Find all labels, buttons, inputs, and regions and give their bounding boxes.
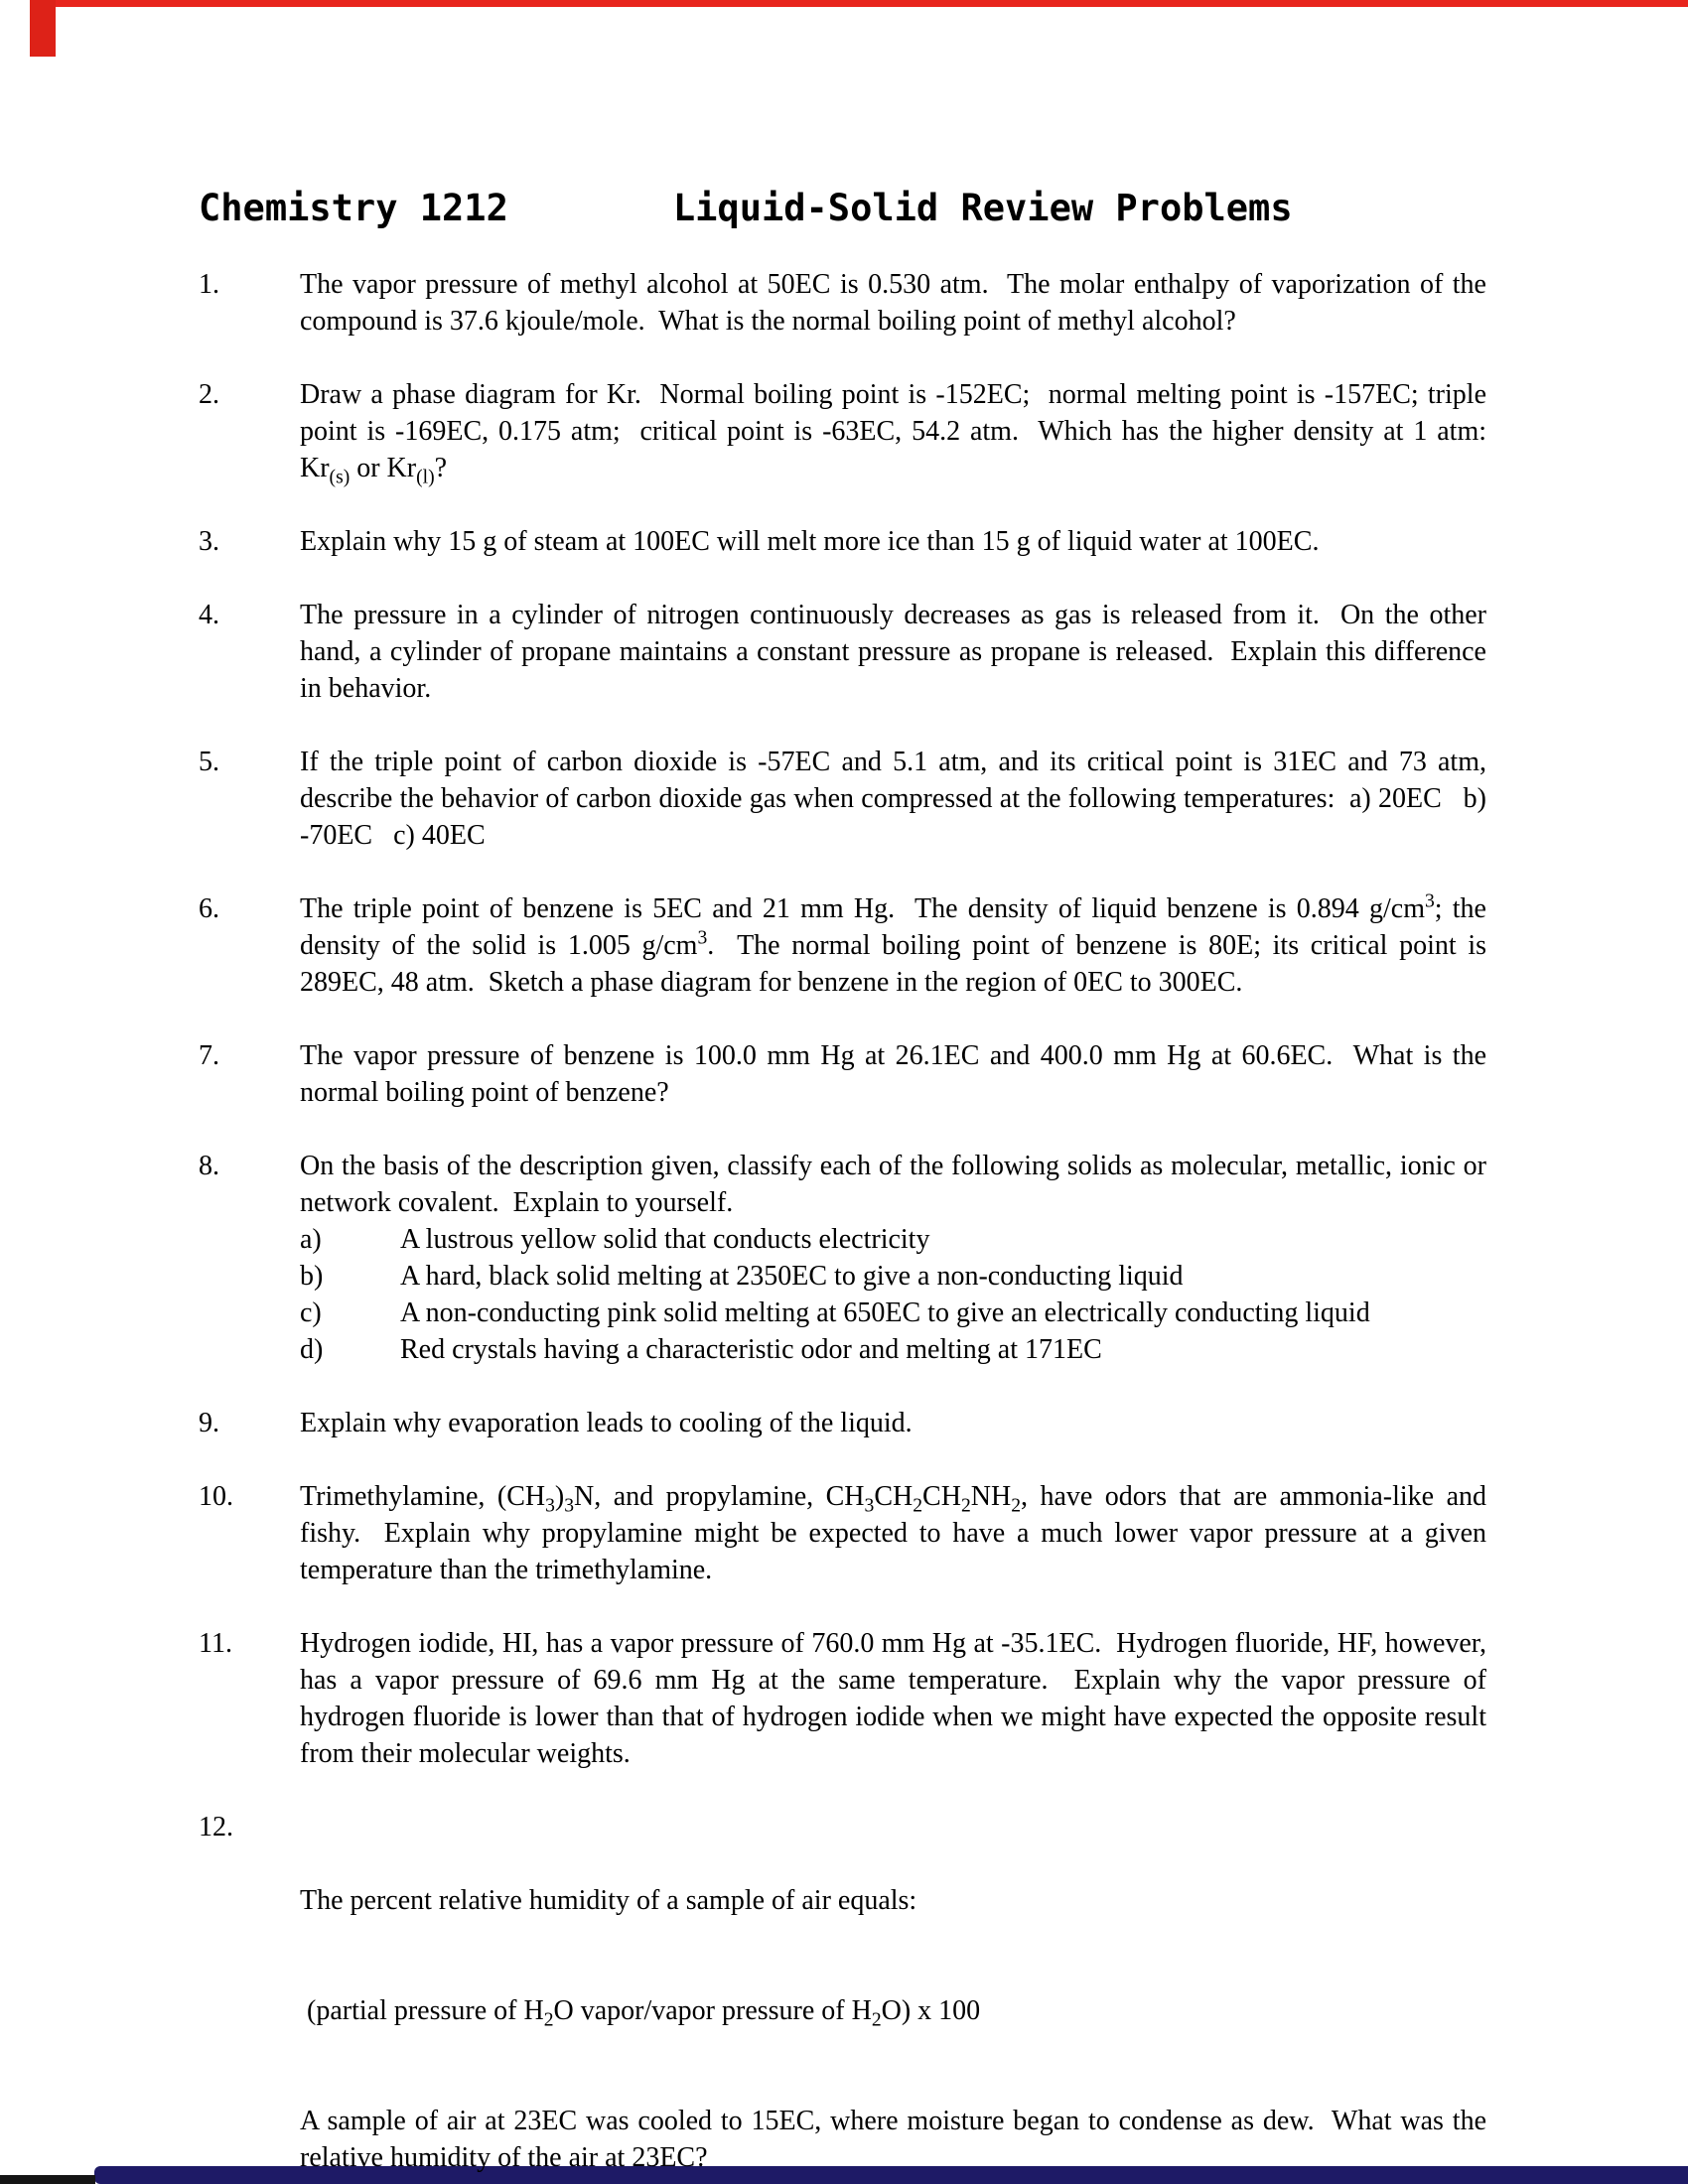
problem-12-intro: The percent relative humidity of a sample of air equals: [300, 1885, 917, 1916]
problem-text: The triple point of benzene is 5EC and 21 mm Hg. The density of liquid benzene is 0.894 $g/cm^3$; the density of the solid is 1.005 $g/cm^3$. The normal boiling point of benzene is 80E; its critical point is 289EC, 48 atm. Sketch a phase diagram for benzene in the region of 0EC to 300EC. [300, 890, 1494, 998]
course-title: Chemistry 1212 [199, 187, 508, 229]
problem-12-formula: (partial pressure of $H_2O$ vapor/vapor pressure of $H_2O$) x 100 [300, 1995, 981, 2031]
problem-3 [199, 523, 1489, 560]
problem-7 [199, 1037, 1493, 1111]
problem-number: 7. [199, 1040, 219, 1071]
problem-text: On the basis of the description given, classify each of the following solids as molecular, metallic, ionic or network covalent. Explain to yourself. [300, 1151, 1493, 1218]
problem-list [199, 266, 1500, 2184]
problem-5 [199, 744, 1493, 854]
problem-text: Draw a phase diagram for Kr. Normal boiling point is -152EC; normal melting point is -157EC; triple point is -169EC, 0.175 atm; critical point is -63EC, 54.2 atm. Which has the higher density at 1 atm: $Kr_{(s)}$ or $Kr_{(l)}$? [300, 379, 1500, 488]
problem-number: 6. [199, 893, 219, 924]
subitem-label: b) [300, 1261, 324, 1292]
subitem-text: A non-conducting pink solid melting at 650EC to give an electrically conducting liquid [400, 1297, 1370, 1328]
problem-text: The vapor pressure of benzene is 100.0 mm Hg at 26.1EC and 400.0 mm Hg at 60.6EC. What is the normal boiling point of benzene? [300, 1040, 1493, 1108]
subitem-text: A hard, black solid melting at 2350EC to give a non-conducting liquid [400, 1261, 1184, 1292]
document-header [199, 187, 1293, 230]
problem-11 [199, 1625, 1493, 1772]
problem-10 [199, 1478, 1494, 1588]
problem-2 [199, 376, 1500, 488]
subitem-c [300, 1295, 1486, 1331]
problem-text [300, 1809, 1493, 2184]
problem-text: Explain why evaporation leads to cooling of the liquid. [300, 1408, 913, 1438]
subitem-label: c) [300, 1297, 322, 1328]
problem-number: 12. [199, 1812, 233, 1843]
problem-number: 4. [199, 600, 219, 630]
problem-9 [199, 1405, 1489, 1441]
problem-number: 3. [199, 526, 219, 557]
subitem-b [300, 1258, 1486, 1295]
problem-1 [199, 266, 1493, 340]
problem-8 [199, 1148, 1493, 1368]
scan-artifact-top-line [42, 0, 1688, 7]
subitem-label: a) [300, 1224, 322, 1255]
subitem-label: d) [300, 1334, 324, 1365]
problem-number: 11. [199, 1628, 232, 1659]
scan-artifact-left-bar [30, 0, 56, 57]
subitem-d [300, 1331, 1486, 1368]
page-title: Liquid-Solid Review Problems [672, 187, 1293, 229]
problem-text: Trimethylamine, $(CH_3)_3N$, and propylamine, $CH_3CH_2CH_2NH_2$, have odors that are ammonia-like and fishy. Explain why propylamine might be expected to have a much lower vapor pressure at a given temperature than the trimethylamine. [300, 1481, 1494, 1585]
problem-number: 5. [199, 747, 219, 777]
subitem-text: Red crystals having a characteristic odor and melting at 171EC [400, 1334, 1102, 1365]
problem-12 [199, 1809, 1493, 2184]
problem-number: 8. [199, 1151, 219, 1181]
subitem-a [300, 1221, 1486, 1258]
problem-text: The pressure in a cylinder of nitrogen continuously decreases as gas is released from it. On the other hand, a cylinder of propane maintains a constant pressure as propane is released. Explain this difference in behavior. [300, 600, 1493, 704]
subitem-text: A lustrous yellow solid that conducts electricity [400, 1224, 930, 1255]
problem-12-body: A sample of air at 23EC was cooled to 15EC, where moisture began to condense as dew. What was the relative humidity of the air at 23EC? [300, 2106, 1493, 2173]
problem-number: 9. [199, 1408, 219, 1438]
problem-text: The vapor pressure of methyl alcohol at 50EC is 0.530 atm. The molar enthalpy of vaporization of the compound is 37.6 kjoule/mole. What is the normal boiling point of methyl alcohol? [300, 269, 1493, 337]
problem-8-subitems [300, 1221, 1486, 1368]
problem-number: 10. [199, 1481, 233, 1512]
problem-text: Hydrogen iodide, HI, has a vapor pressure of 760.0 mm Hg at -35.1EC. Hydrogen fluoride, HF, however, has a vapor pressure of 69.6 mm Hg at the same temperature. Explain why the vapor pressure of hydrogen fluoride is lower than that of hydrogen iodide when we might have expected the opposite result from their molecular weights. [300, 1628, 1493, 1769]
problem-text: Explain why 15 g of steam at 100EC will melt more ice than 15 g of liquid water at 100EC. [300, 526, 1320, 557]
problem-number: 2. [199, 379, 219, 410]
problem-number: 1. [199, 269, 219, 300]
scan-artifact-bottom-left-bar [0, 2175, 95, 2184]
problem-6 [199, 890, 1494, 1001]
problem-4 [199, 597, 1493, 707]
problem-text: If the triple point of carbon dioxide is -57EC and 5.1 atm, and its critical point is 31EC and 73 atm, describe the behavior of carbon dioxide gas when compressed at the following temperatures: a) 20EC b) -70EC c) 40EC [300, 747, 1493, 851]
